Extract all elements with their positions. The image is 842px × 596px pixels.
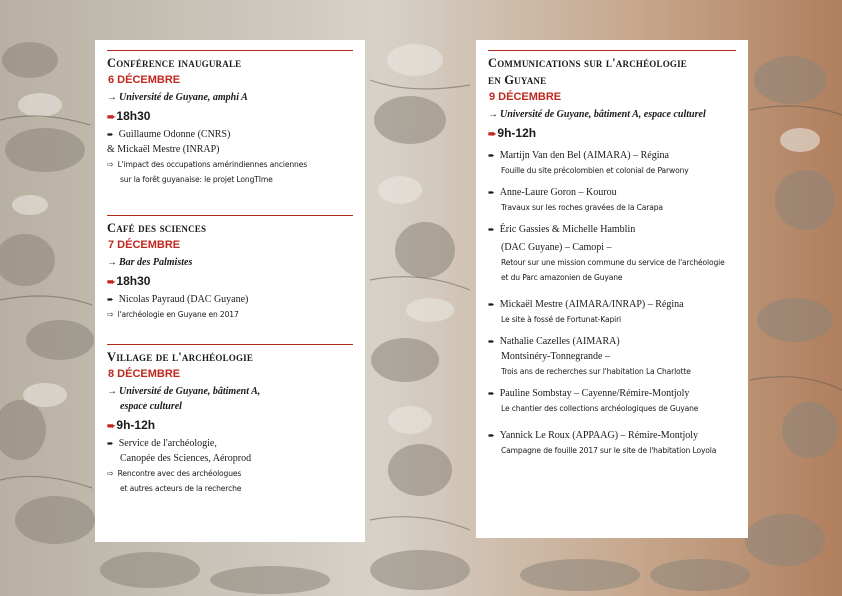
section-venue <box>107 384 353 399</box>
topic-line: Retour sur une mission commune du service de l'archéologie <box>501 258 725 267</box>
venue-text: Bar des Palmistes <box>119 257 193 268</box>
topic-line: ⇨ l'archéologie en Guyane en 2017 <box>107 310 239 319</box>
venue-text: Université de Guyane, bâtiment A, <box>119 386 261 397</box>
section-date: 8 DÉCEMBRE <box>108 368 181 380</box>
pointer-icon: ➨ <box>107 112 116 123</box>
speaker-line: Martijn Van den Bel (AIMARA) – Régina <box>499 150 669 161</box>
section-time <box>107 107 353 127</box>
topic-line: Travaux sur les roches gravées de la Carapa <box>501 203 663 212</box>
time-text: 9h-12h <box>497 126 537 140</box>
list-item <box>488 428 736 458</box>
speaker-line: ➨ Nicolas Payraud (DAC Guyane) <box>107 294 249 305</box>
program-panel-right <box>476 40 748 538</box>
bullet-arrow-icon: ➨ <box>488 225 495 234</box>
bullet-arrow-icon: ➨ <box>488 151 495 160</box>
speaker-line: & Mickaël Mestre (INRAP) <box>107 144 220 155</box>
time-text: 18h30 <box>116 109 151 123</box>
section-village-archeologie <box>107 344 353 496</box>
section-title: en Guyane <box>488 73 547 87</box>
section-cafe-des-sciences <box>107 215 353 322</box>
hollow-arrow-icon: ⇨ <box>107 160 114 169</box>
section-time <box>488 124 736 144</box>
section-title: Conférence inaugurale <box>107 56 242 70</box>
venue-text: Université de Guyane, amphi A <box>119 92 248 103</box>
speaker-line: Mickaël Mestre (AIMARA/INRAP) – Régina <box>499 299 684 310</box>
section-venue <box>107 255 353 270</box>
topic-line: Trois ans de recherches sur l'habitation La Charlotte <box>501 367 691 376</box>
topic-line: et autres acteurs de la recherche <box>120 484 242 493</box>
list-item <box>488 334 736 379</box>
arrow-right-icon: → <box>107 257 117 268</box>
speaker-line: Canopée des Sciences, Aéroprod <box>120 453 252 464</box>
topic-line: ⇨ Rencontre avec des archéologues <box>107 469 242 478</box>
section-title: Village de l'archéologie <box>107 350 254 364</box>
speaker-line: ➨ Guillaume Odonne (CNRS) <box>107 129 231 140</box>
section-date: 6 DÉCEMBRE <box>108 74 181 86</box>
time-text: 9h-12h <box>116 418 156 432</box>
hollow-arrow-icon: ⇨ <box>107 469 114 478</box>
bullet-arrow-icon: ➨ <box>488 389 495 398</box>
section-rule <box>488 50 736 51</box>
topic-line: sur la forêt guyanaise: le projet LongTIme <box>120 175 273 184</box>
bullet-arrow-icon: ➨ <box>488 431 495 440</box>
speaker-line: Éric Gassies & Michelle Hamblin <box>499 224 636 235</box>
bullet-arrow-icon: ➨ <box>107 130 114 139</box>
speaker-line: Montsinéry-Tonnegrande – <box>501 351 610 362</box>
section-date: 7 DÉCEMBRE <box>108 239 181 251</box>
section-time <box>107 272 353 292</box>
arrow-right-icon: → <box>488 109 498 120</box>
section-title: Café des sciences <box>107 221 207 235</box>
bullet-arrow-icon: ➨ <box>107 295 114 304</box>
speaker-line: ➨ Service de l'archéologie, <box>107 438 217 449</box>
section-time <box>107 416 353 436</box>
speaker-line: Pauline Sombstay – Cayenne/Rémire-Montjoly <box>499 388 690 399</box>
list-item <box>488 148 736 178</box>
hollow-arrow-icon: ⇨ <box>107 310 114 319</box>
topic-line: Le site à fossé de Fortunat-Kapiri <box>501 315 622 324</box>
bullet-arrow-icon: ➨ <box>107 439 114 448</box>
list-item <box>488 222 736 285</box>
section-rule <box>107 215 353 216</box>
time-text: 18h30 <box>116 274 151 288</box>
list-item <box>488 297 736 327</box>
section-date: 9 DÉCEMBRE <box>489 91 562 103</box>
bullet-arrow-icon: ➨ <box>488 188 495 197</box>
speaker-line: (DAC Guyane) – Camopi – <box>501 242 612 253</box>
bullet-arrow-icon: ➨ <box>488 337 495 346</box>
topic-line: Le chantier des collections archéologiques de Guyane <box>501 404 699 413</box>
pointer-icon: ➨ <box>107 277 116 288</box>
section-venue <box>488 107 736 122</box>
speaker-line: Anne-Laure Goron – Kourou <box>499 187 617 198</box>
venue-text: Université de Guyane, bâtiment A, espace culturel <box>500 109 706 120</box>
bullet-arrow-icon: ➨ <box>488 300 495 309</box>
list-item <box>488 185 736 215</box>
venue-text: espace culturel <box>120 401 182 412</box>
topic-line: et du Parc amazonien de Guyane <box>501 273 623 282</box>
section-rule <box>107 50 353 51</box>
topic-line: Fouille du site précolombien et colonial de Parwony <box>501 166 689 175</box>
arrow-right-icon: → <box>107 386 117 397</box>
section-rule <box>107 344 353 345</box>
pointer-icon: ➨ <box>107 421 116 432</box>
topic-line: Campagne de fouille 2017 sur le site de l'habitation Loyola <box>501 446 717 455</box>
section-venue <box>107 90 353 105</box>
speaker-line: Nathalie Cazelles (AIMARA) <box>499 336 620 347</box>
speaker-line: Yannick Le Roux (APPAAG) – Rémire-Montjoly <box>499 430 699 441</box>
topic-line: ⇨ L'impact des occupations amérindiennes anciennes <box>107 160 308 169</box>
program-panel-left <box>95 40 365 542</box>
list-item <box>488 386 736 416</box>
section-title: Communications sur l'archéologie <box>488 56 688 70</box>
arrow-right-icon: → <box>107 92 117 103</box>
section-communications <box>488 50 736 458</box>
pointer-icon: ➨ <box>488 129 497 140</box>
section-conference-inaugurale <box>107 50 353 187</box>
